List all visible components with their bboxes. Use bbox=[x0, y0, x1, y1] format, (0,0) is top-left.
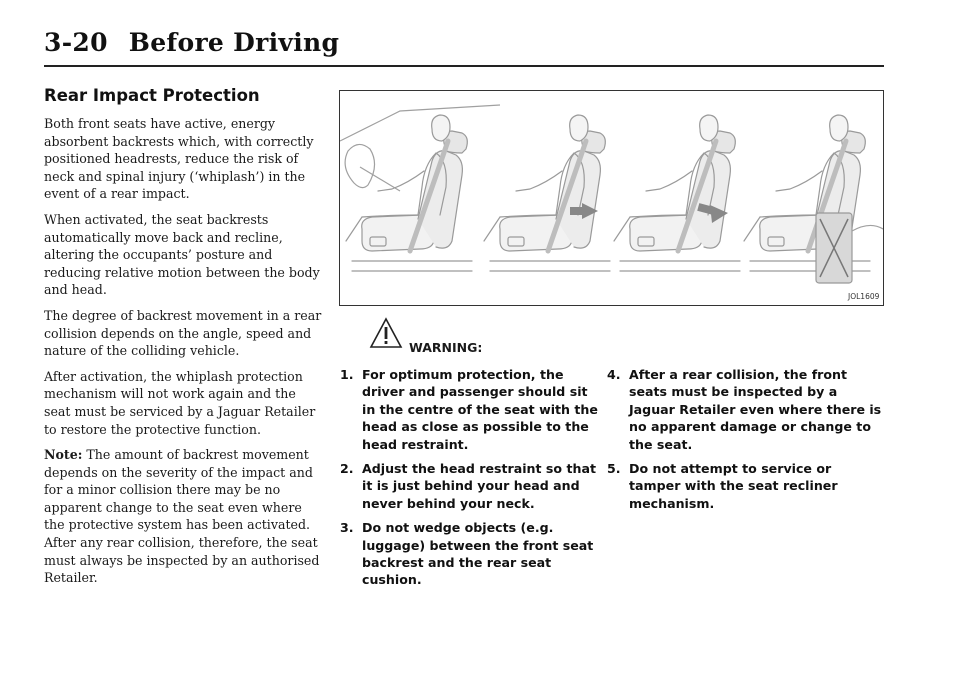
seat-illustration bbox=[339, 90, 884, 306]
header-rule bbox=[44, 65, 884, 67]
page-number: 3-20 bbox=[44, 28, 108, 57]
note-label: Note: bbox=[44, 447, 83, 463]
warning-item: 3. Do not wedge objects (e.g. luggage) between the front seat backrest and the rear seat cushion. bbox=[340, 520, 594, 588]
paragraph-3: The degree of backrest movement in a rear collision depends on the angle, speed and nature of the colliding vehicle. bbox=[44, 307, 322, 359]
section-heading: Rear Impact Protection bbox=[44, 86, 260, 105]
note-text: The amount of backrest movement depends on the severity of the impact and for a minor collision there may be no apparent change to the seat even where the protective system has been activated. After any rear collision, therefore, the seat must always be inspected by an authorised Retailer. bbox=[44, 447, 320, 586]
paragraph-2: When activated, the seat backrests automatically move back and recline, altering the occupants’ posture and reducing relative motion between the body and head. bbox=[44, 211, 320, 298]
warning-item: 2. Adjust the head restraint so that it is just behind your head and never behind your neck. bbox=[340, 461, 596, 511]
page-header bbox=[44, 28, 339, 57]
warning-label: WARNING: bbox=[409, 340, 483, 355]
warning-item: 4. After a rear collision, the front seats must be inspected by a Jaguar Retailer even where there is no apparent damage or change to the seat. bbox=[607, 367, 882, 452]
paragraph-4: After activation, the whiplash protection mechanism will not work again and the seat must be serviced by a Jaguar Retailer to restore the protective function. bbox=[44, 368, 316, 437]
left-column bbox=[44, 86, 326, 595]
paragraph-1: Both front seats have active, energy absorbent backrests which, with correctly positioned headrests, reduce the risk of neck and spinal injury (‘whiplash’) in the event of a rear impact. bbox=[44, 116, 314, 202]
seat-illustration-drawing bbox=[340, 91, 883, 305]
warning-list-col1 bbox=[340, 366, 605, 596]
note-paragraph bbox=[44, 446, 326, 587]
warning-item: 1. For optimum protection, the driver and passenger should sit in the centre of the seat with the head as close as possible to the head restraint. bbox=[340, 367, 598, 452]
warning-list-col2 bbox=[607, 366, 885, 519]
section-title: Before Driving bbox=[128, 28, 340, 57]
warning-triangle-icon bbox=[369, 316, 403, 353]
warning-item: 5. Do not attempt to service or tamper with the seat recliner mechanism. bbox=[607, 461, 838, 511]
figure-code: JOL1609 bbox=[848, 292, 880, 301]
